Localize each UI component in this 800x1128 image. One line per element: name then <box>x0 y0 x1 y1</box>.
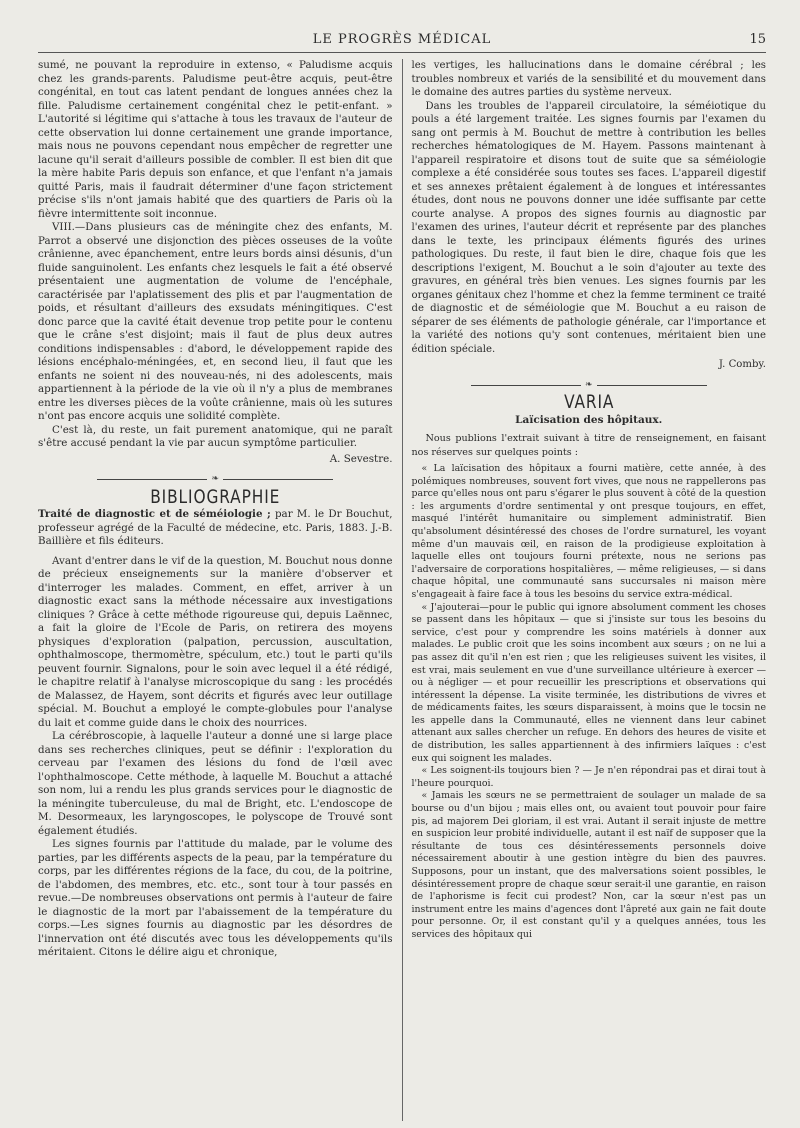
section-divider <box>38 473 393 487</box>
section-heading-varia: VARIA <box>563 391 614 413</box>
running-head <box>38 30 766 53</box>
section-divider <box>412 379 767 393</box>
paragraph: VIII.—Dans plusieurs cas de méningite chez des enfants, M. Parrot a observé une disjonction des pièces osseuses de la voûte crânienne, avec épanchement, entre leurs bords ainsi désunis, d'un fluide sanguinolent. Les enfants chez lesquels le fait a été observé présentaient une augmentation de volume de l'encéphale, caractérisée par l'aplatissement des plis et par l'augmentation de poids, et résultant d'ailleurs des exsudats méningitiques. C'est donc parce que la cavité était devenue trop petite pour le contenu que le crâne s'est disjoint; mais il faut de plus deux autres conditions indispensables : d'abord, le développement rapide des lésions encéphalo-méningées, et, en second lieu, il faut que les enfants ne soient ni des nouveau-nés, ni des adolescents, mais appartiennent à la période de la vie où il n'y a plus de membranes entre les diverses pièces de la voûte crânienne, mais où les sutures n'ont pas encore acquis une solidité complète. <box>38 221 393 422</box>
paragraph: sumé, ne pouvant la reproduire in extenso, « Paludisme acquis chez les grands-parents. Paludisme peut-être acquis, peut-être congénital, en tout cas latent pendant de longues années chez la fille. Paludisme certainement congénital chez le petit-enfant. » L'autorité si légitime qui s'attache à tous les travaux de l'auteur de cette observation lui donne certainement une grande importance, mais nous ne pouvons cependant nous empêcher de regretter une lacune qu'il serait d'ailleurs possible de combler. Il est bien dit que la mère habite Paris depuis son enfance, et que l'enfant n'a jamais quitté Paris, mais il faudrait déterminer d'une façon strictement précise s'ils n'ont jamais habité que des quartiers de Paris où la fièvre intermittente soit inconnue. <box>38 59 393 220</box>
signature: J. Comby. <box>718 359 766 370</box>
divider-line <box>597 385 707 386</box>
divider-line <box>471 385 581 386</box>
divider-line <box>223 479 333 480</box>
book-details: par M. le Dr Bouchut, professeur agrégé de la Faculté de médecine, etc. Paris, 1883. J.-B. Baillière et fils éditeurs. <box>38 508 393 547</box>
book-title: Traité de diagnostic et de séméiologie ; <box>38 508 271 520</box>
ornament-icon: ❧ <box>211 474 220 484</box>
paragraph: les vertiges, les hallucinations dans le domaine cérébral ; les troubles nombreux et variés de la sensibilité et du mouvement dans le domaine des autres parties du système nerveux. <box>411 60 766 98</box>
paragraph: « Les soignent-ils toujours bien ? — Je n'en répondrai pas et dirai tout à l'heure pourquoi. <box>411 765 766 789</box>
paragraph: La cérébroscopie, à laquelle l'auteur a donné une si large place dans ses recherches cliniques, peut se définir : l'exploration du cerveau par l'examen des lésions du fond de l'œil avec l'ophthalmoscope. Cette méthode, à laquelle M. Bouchut a attaché son nom, lui a rendu les plus grands services pour le diagnostic de la méningite tuberculeuse, du mal de Bright, etc. L'endoscope de M. Desormeaux, les laryngoscopes, le polyscope de Trouvé sont également étudiés. <box>38 730 393 837</box>
page-number: 15 <box>749 32 766 47</box>
signature: A. Sevestre. <box>329 452 393 465</box>
paragraph: « La laïcisation des hôpitaux a fourni matière, cette année, à des polémiques nombreuses, souvent fort vives, que nous ne rappellerons pas parce qu'elles nous ont paru s'égarer le plus souvent à côté de la question : les arguments d'ordre sentimental y ont presque toujours, en effet, masqué l'intérêt humanitaire ou simplement administratif. Bien qu'absolument désintéressé des choses de l'ordre surnaturel, les voyant même d'un mauvais œil, en raison de la prodigieuse exploitation à laquelle elles ont toujours fourni prétexte, nous ne serions pas l'adversaire de corporations hospitalières, — même religieuses, — si dans chaque hôpital, une communauté sans succursales ni maison mère s'engageait à faire face à tous les besoins du service extra-médical. <box>411 463 766 600</box>
quoted-extract <box>412 463 767 942</box>
journal-title: LE PROGRÈS MÉDICAL <box>312 32 492 47</box>
bibliographic-reference <box>38 508 393 549</box>
paragraph: C'est là, du reste, un fait purement anatomique, qui ne paraît s'être accusé pendant la vie par aucun symptôme particulier. <box>38 423 393 449</box>
paragraph: « Jamais les sœurs ne se permettraient de soulager un malade de sa bourse ou d'un bijou ; mais elles ont, ou avaient tout pouvoir pour faire pis, ad majorem Dei gloriam, il est vrai. Autant il serait injuste de mettre en suspicion leur probité individuelle, autant il est naïf de supposer que la résultante de tous ces désintéressements personnels doive nécessairement aboutir à une gestion intègre du bien des pauvres. Supposons, pour un instant, que des malversations soient possibles, le désintéressement propre de chaque sœur serait-il une garantie, en raison de l'aphorisme is fecit cui prodest? Non, car la sœur n'est pas un instrument entre les mains d'agences dont l'âpreté aux gain ne fait doute pour personne. Or, il est constant qu'il y a quelques années, tous les services des hôpitaux qui <box>411 790 766 940</box>
intro-note: Nous publions l'extrait suivant à titre de renseignement, en faisant nos réserves sur quelques points : <box>411 433 766 458</box>
paragraph: Avant d'entrer dans le vif de la question, M. Bouchut nous donne de précieux enseignements sur la manière d'observer et d'interroger les malades. Comment, en effet, arriver à un diagnostic exact sans la méthode nécessaire aux investigations cliniques ? Grâce à cette méthode rigoureuse qui, depuis Laënnec, a fait la gloire de l'Ecole de Paris, on retirera des moyens physiques d'exploration (palpation, percussion, auscultation, ophthalmoscope, thermomètre, spéculum, etc.) tout le parti qu'ils peuvent fournir. Signalons, pour le soin avec lequel il a été rédigé, le chapitre relatif à l'analyse microscopique du sang : les procédés de Malassez, de Hayem, sont décrits et figurés avec leur outillage spécial. M. Bouchut a employé le compte-globules pour l'analyse du lait et comme guide dans le choix des nourrices. <box>38 554 393 729</box>
ornament-icon: ❧ <box>584 379 593 390</box>
divider-line <box>97 479 207 480</box>
paragraph: « J'ajouterai—pour le public qui ignore absolument comment les choses se passent dans les hôpitaux — que si j'insiste sur tous les besoins du service, c'est pour y comprendre les soins matériels à donner aux malades. Le public croit que les soins incombent aux sœurs ; on ne lui a pas assez dit qu'il n'en est rien ; que les religieuses suivent les visites, il est vrai, mais seulement en vue d'une surveillance ultérieure à exercer — ou à négliger — et pour recueillir les prescriptions et observations qui intéressent la dépense. La visite terminée, les distributions de vivres et de médicaments faites, les sœurs disparaissent, à moins que le tocsin ne les appelle dans la Communauté, elles ne viennent dans leur cabinet attenant aux salles chercher un refuge. En dehors des heures de visite et de distribution, les salles appartiennent à des infirmiers laïques : c'est eux qui soignent les malades. <box>411 601 766 764</box>
article-title: Laïcisation des hôpitaux. <box>515 413 663 426</box>
right-column <box>402 59 767 1121</box>
left-column <box>38 59 402 1121</box>
section-heading-bibliographie: BIBLIOGRAPHIE <box>150 485 281 508</box>
paragraph: Les signes fournis par l'attitude du malade, par le volume des parties, par les différents aspects de la peau, par la température du corps, par les différentes régions de la face, du cou, de la poitrine, de l'abdomen, des membres, etc. etc., sont tour à tour passés en revue.—De nombreuses observations ont permis à l'auteur de faire le diagnostic de la mort par l'abaissement de la température du corps.—Les signes fournis au diagnostic par les désordres de l'innervation ont été discutés avec tous les développements qu'ils méritaient. Citons le délire aigu et chronique, <box>38 838 393 958</box>
text-columns <box>38 59 766 1121</box>
paragraph: Dans les troubles de l'appareil circulatoire, la séméiotique du pouls a été largement traitée. Les signes fournis par l'examen du sang ont permis à M. Bouchut de mettre à contribution les belles recherches hématologiques de M. Hayem. Passons maintenant à l'appareil respiratoire et disons tout de suite que sa séméiologie complexe a été considérée sous toutes ses faces. L'appareil digestif et ses annexes prêtaient également à de longues et intéressantes études, dont nous ne pouvons donner une idée suffisante par cette courte analyse. A propos des signes fournis au diagnostic par l'examen des urines, l'auteur décrit et représente par des planches dans le texte, les principaux éléments figurés des urines pathologiques. Du reste, il faut bien le dire, chaque fois que les descriptions l'exigent, M. Bouchut a le soin d'ajouter au texte des gravures, en général très bien venues. Les signes fournis par les organes génitaux chez l'homme et chez la femme terminent ce traité de diagnostic et de séméiologie que M. Bouchut a eu raison de séparer de ses éléments de pathologie générale, car l'importance et la variété des notions qu'y sont contenues, méritaient bien une édition spéciale. <box>411 100 766 355</box>
